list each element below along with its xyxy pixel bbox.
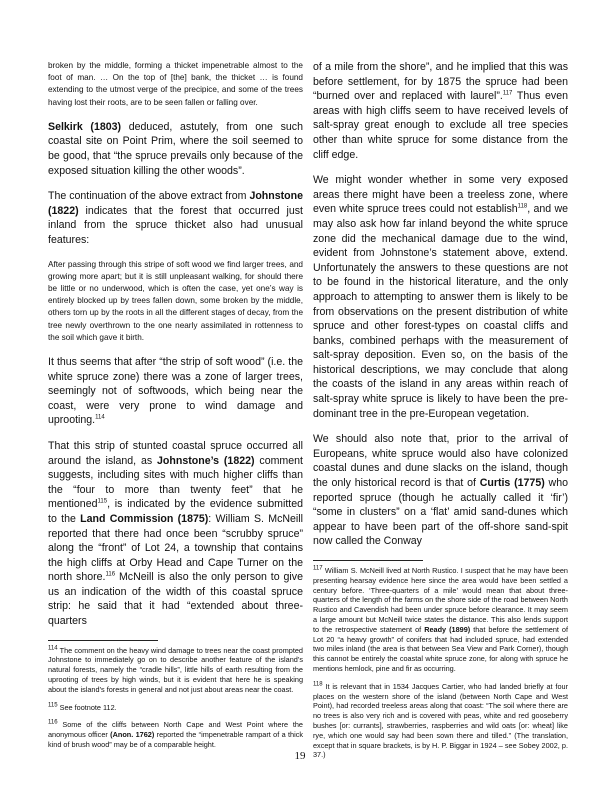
paragraph-text: who reported spruce (though he actually called it ‘fir’) “some in clusters” on a ‘flat’ amid sand-dunes which appear to have been part of the off-shore sand-spit now called the Conway: [313, 477, 568, 548]
paragraph-text: of a mile from the shore”, and he implied that this was before settlement, for by 1875 the spruce had been “burned over and replaced with laurel”.: [313, 61, 568, 103]
footnote-number: 117: [313, 565, 323, 572]
paragraph-text: : William S. McNeill reported that there had once been “scrubby spruce” along the “front” of Lot 24, a township that contains the high cliffs at Orby Head and Cape Turner on the north shore.: [48, 512, 303, 584]
paragraph-text: That this strip of stunted coastal spruce occurred all around the island, as: [48, 439, 303, 467]
block-quote: After passing through this stripe of soft wood we find larger trees, and growing more apart; but it is still unpleasant walking, for should there be little or no underwood, which is often the case, yet one’s way is entirely blocked up by trees fallen down, some broken by the middle, others torn up by the roots in all the different stages of decay, from the tree newly overthrown to the one nearly assimilated in rottenness to the soil which gave it birth.: [48, 259, 303, 342]
footnote-ref: 117: [502, 90, 513, 97]
paragraph: [313, 432, 568, 549]
paragraph-text: deduced, astutely, from one such coastal site on Point Prim, where the soil seemed to be good, that “the spruce prevails only because of the exposed situation killing the other woods”.: [48, 120, 303, 177]
footnote-number: 114: [48, 645, 58, 652]
footnote-divider: [48, 640, 158, 641]
paragraph-text: McNeill is also the only person to give us an indication of the width of this coastal spruce strip: he said that it had “extended about three-quarters: [48, 571, 303, 628]
paragraph: [313, 60, 568, 162]
paragraph-text: It thus seems that after “the strip of soft wood” (i.e. the white spruce zone) there was a zone of larger trees, seemingly not of softwoods, which being near the coast, were very prone to wind damage and uprooting.: [48, 355, 303, 427]
paragraph: [48, 120, 303, 178]
paragraph-text: The continuation of the above extract from: [48, 190, 250, 203]
footnote-text: It is relevant that in 1534 Jacques Cartier, who had landed briefly at four places on the western shore of the island (between North Cape and West Point), had recorded treeless areas along that coast: “The soil where there are no trees is also very rich and is covered with peas, white and red gooseberry bushes [or: currants], strawberries, raspberries and wild oats [or: wheat] like rye, which one would say had been sown there and tilled.” (The translation, except that in square brackets, is by H. P. Biggar in 1924 – see Sobey 2002, p. 37.): [313, 681, 568, 760]
citation: Selkirk (1803): [48, 120, 122, 133]
paragraph: [313, 173, 568, 421]
paragraph: [48, 439, 303, 629]
footnote-text: reported the “impenetrable rampart of a thick kind of brush wood” may be of a comparable height.: [48, 730, 303, 750]
footnote-divider: [313, 560, 423, 561]
footnote-number: 116: [48, 720, 58, 727]
footnote: [313, 682, 568, 760]
footnote: [48, 703, 303, 713]
footnote-text: Some of the cliffs between North Cape and West Point where the anonymous officer: [48, 720, 303, 740]
paragraph-text: We should also note that, prior to the arrival of Europeans, white spruce would also have colonized coastal dunes and dune slacks on the island, though the only historical record is that of: [313, 433, 568, 490]
left-column: [48, 60, 303, 758]
footnote: [313, 566, 568, 674]
citation: Johnstone’s (1822): [157, 454, 255, 467]
citation: Ready (1899): [424, 624, 471, 634]
footnote-text: that before the settlement of Lot 20 “a heavy growth” of conifers that had included spruce, had extended two miles inland (the area is that between Sea View and Park Corner), though this cannot be entirely the coastal white spruce zone, for along with spruce he mentions hemlock, pine and fir as occurring.: [313, 624, 569, 673]
footnote-text: The comment on the heavy wind damage to trees near the coast prompted Johnstone to immediately go on to describe another feature of the island’s natural forests, namely the “cradle hills”, little hills of earth resulting from the uprooting of trees by high winds, but it is evident that here he is speaking about the island’s forests in general and not just about areas near the coast.: [48, 645, 303, 694]
paragraph-text: , and we may also ask how far inland beyond the white spruce zone did the mechanical damage due to the wind, evident from Johnstone’s statement above, extend. Unfortunately the answers to these questions are not to be found in the historical literature, and the only approach to attempting to answer them is likely to be from observations on the present distribution of white spruce and other forest-types on coastal cliffs and banks, combined perhaps with the measurement of salt-spray deposition. Even so, on the basis of the historical descriptions, we may conclude that along the coasts of the island in any areas within reach of salt-spray white spruce is likely to have been the pre-dominant tree in the pre-European vegetation.: [313, 203, 568, 420]
citation: (Anon. 1762): [110, 730, 155, 740]
footnote-number: 115: [48, 702, 58, 709]
footnote-ref: 116: [105, 571, 116, 578]
footnote-ref: 115: [97, 498, 108, 505]
footnote: [48, 720, 303, 749]
citation: Land Commission (1875): [80, 512, 209, 525]
paragraph: [48, 355, 303, 428]
paragraph-text: indicates that the forest that occurred just inland from the spruce thicket also had unusual features:: [48, 204, 303, 246]
paragraph-text: comment suggests, including sites with much higher cliffs than the “four to more than twenty feet” that he mentioned: [48, 454, 303, 511]
paragraph-text: , is indicated by the evidence submitted to the: [48, 498, 303, 525]
footnote-ref: 114: [95, 414, 105, 421]
page-number: 19: [294, 750, 306, 762]
footnote-ref: 118: [517, 203, 528, 210]
citation: Curtis (1775): [479, 477, 545, 490]
paragraph-text: We might wonder whether in some very exposed areas there might have been a treeless zone, where even white spruce trees could not establish: [313, 174, 568, 216]
citation: Johnstone (1822): [48, 190, 303, 217]
block-quote: broken by the middle, forming a thicket impenetrable almost to the foot of man. … On the top of [the] bank, the thicket … is found extending to the utmost verge of the precipice, and some of the trees having lost their roots, are to be seen fallen or falling over.: [48, 61, 303, 107]
footnote-number: 118: [313, 681, 323, 688]
footnote-text: See footnote 112.: [59, 702, 117, 712]
footnote: [48, 646, 303, 695]
footnote-text: William S. McNeill lived at North Rustico. I suspect that he may have been presenting hearsay evidence here since the area would have been settled a century before. ‘Three-quarters of a mile’ would mean that about three-quarters of the length of the farms on the shore side of the road between North Rustico and Cavendish had been under spruce before clearance. It may seem a large amount but McNeill twice states the distance. This also lends support to the retrospective statement of: [313, 566, 568, 634]
paragraph-text: Thus even areas with high cliffs seem to have received levels of salt-spray great enough to exclude all tree species other than white spruce for some distance from the cliff edge.: [313, 90, 569, 161]
paragraph: [48, 189, 303, 247]
right-column: [313, 60, 568, 768]
